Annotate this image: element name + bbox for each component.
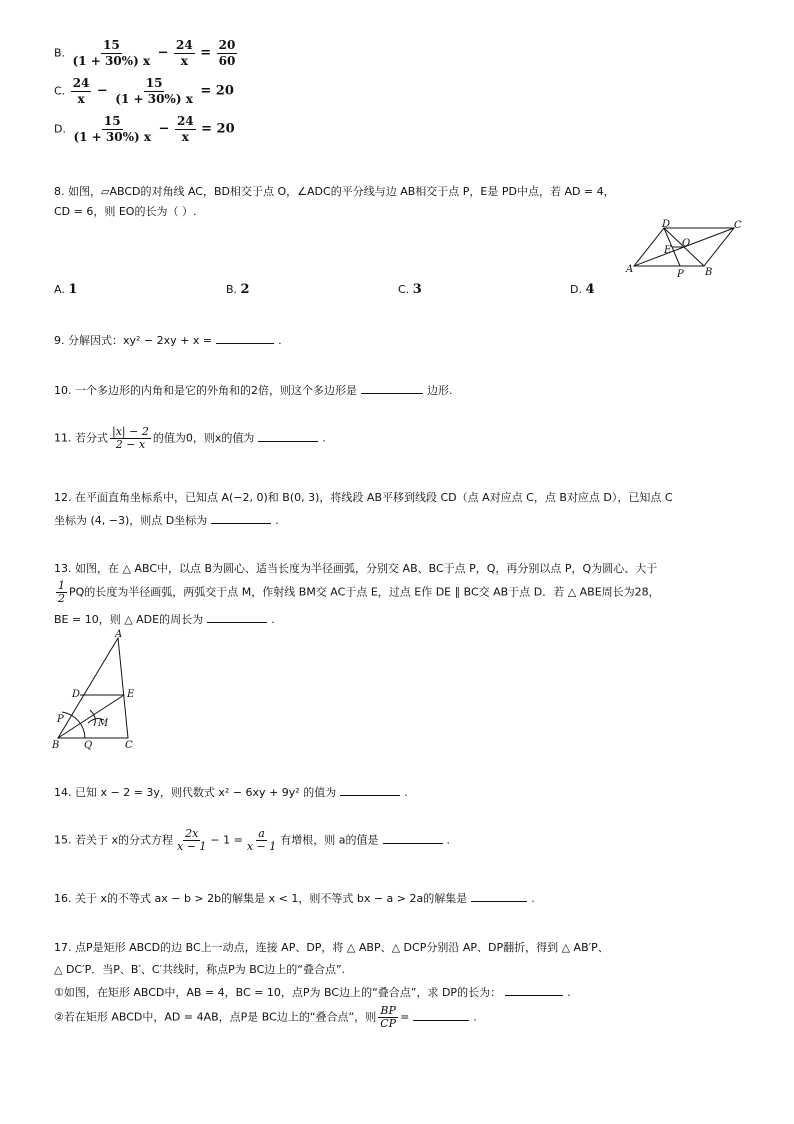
fraction: $\frac{15}{(1 + 30\%) x}$ xyxy=(72,38,151,68)
answer-blank[interactable] xyxy=(211,513,271,524)
label-a: A xyxy=(626,264,634,275)
q8-parallelogram-figure xyxy=(622,218,752,280)
q7-option-d: D. $\frac{15}{(1 + 30\%) x}$ − $\frac{24}{x}$ = 20 xyxy=(54,114,235,144)
q8-line1: 8. 如图，▱ABCD的对角线 AC，BD相交于点 O，∠ADC的平分线与边 AB相交于点 P，E是 PD中点，若 AD = 4， xyxy=(54,185,615,198)
answer-blank[interactable] xyxy=(471,891,527,902)
ray-bm xyxy=(58,695,124,738)
q8-option-b: B. 2 xyxy=(226,282,250,297)
label-p: P xyxy=(677,269,684,280)
q9-question: 9. 分解因式：xy² − 2xy + x = . xyxy=(54,334,282,347)
answer-blank[interactable] xyxy=(207,612,267,623)
q11-question: 11. 若分式 $\frac{|x| - 2}{2 - x}$ 的值为0，则x的值为 . xyxy=(54,425,326,451)
q13-line1: 13. 如图，在 △ ABC中，以点 B为圆心、适当长度为半径画弧，分别交 AB、BC于点 P，Q，再分别以点 P，Q为圆心、大于 xyxy=(54,562,658,575)
q13-triangle-figure xyxy=(48,628,148,753)
option-label: B. xyxy=(54,46,66,60)
fraction: $\frac{20}{60}$ xyxy=(218,38,236,68)
q15-question: 15. 若关于 x的分式方程 $\frac{2x}{x - 1}$ − 1 = $\frac{a}{x - 1}$ 有增根，则 a的值是 . xyxy=(54,827,451,853)
fraction: $\frac{BP}{CP}$ xyxy=(380,1004,397,1030)
q12-line1: 12. 在平面直角坐标系中，已知点 A(−2, 0)和 B(0, 3)，将线段 AB平移到线段 CD（点 A对应点 C，点 B对应点 D），已知点 C xyxy=(54,491,673,504)
q14-question: 14. 已知 x − 2 = 3y，则代数式 x² − 6xy + 9y² 的值为 . xyxy=(54,786,408,799)
label-m: M xyxy=(98,718,109,729)
q17-line1: 17. 点P是矩形 ABCD的边 BC上一动点，连接 AP、DP，将 △ ABP、△ DCP分别沿 AP、DP翻折，得到 △ AB′P、 xyxy=(54,941,609,954)
label-e: E xyxy=(664,245,672,256)
fraction-half: $\frac{1}{2}$ xyxy=(58,579,65,605)
label-p: P xyxy=(57,714,64,725)
answer-blank[interactable] xyxy=(340,785,400,796)
q17-line2: △ DC′P．当P、B′、C′共线时，称点P为 BC边上的“叠合点”. xyxy=(54,963,346,976)
fraction: $\frac{15}{(1 + 30\%) x}$ xyxy=(73,114,152,144)
label-b: B xyxy=(52,740,60,751)
q8-line2: CD = 6，则 EO的长为（ ）. xyxy=(54,205,197,218)
fraction: $\frac{24}{x}$ xyxy=(176,114,194,144)
q17-line3: ①如图，在矩形 ABCD中，AB = 4，BC = 10，点P为 BC边上的“叠合点”，求 DP的长为： . xyxy=(54,986,571,999)
q7-option-b: B. $\frac{15}{(1 + 30\%) x}$ − $\frac{24}{x}$ = $\frac{20}{60}$ xyxy=(54,38,236,68)
label-e: E xyxy=(127,689,135,700)
answer-blank[interactable] xyxy=(413,1010,469,1021)
label-c: C xyxy=(125,740,133,751)
q13-line2: $\frac{1}{2}$ PQ的长度为半径画弧，两弧交于点 M，作射线 BM交 AC于点 E，过点 E作 DE ∥ BC交 AB于点 D．若 △ ABE周长为28， xyxy=(58,579,660,605)
q7-option-c: C. $\frac{24}{x}$ − $\frac{15}{(1 + 30\%) x}$ = 20 xyxy=(54,76,234,106)
q13-line3: BE = 10，则 △ ADE的周长为 . xyxy=(54,613,275,626)
answer-blank[interactable] xyxy=(258,431,318,442)
label-b: B xyxy=(705,267,713,278)
answer-blank[interactable] xyxy=(361,383,423,394)
label-o: O xyxy=(682,238,691,249)
option-label: D. xyxy=(54,122,66,136)
label-c: C xyxy=(734,220,742,231)
fraction: $\frac{15}{(1 + 30\%) x}$ xyxy=(115,76,193,106)
q10-question: 10. 一个多边形的内角和是它的外角和的2倍，则这个多边形是 边形. xyxy=(54,384,453,397)
q12-line2: 坐标为 (4, −3)，则点 D坐标为 . xyxy=(54,514,279,527)
q8-option-a: A. 1 xyxy=(54,282,78,297)
fraction: $\frac{24}{x}$ xyxy=(176,38,193,68)
q8-option-c: C. 3 xyxy=(398,282,422,297)
fraction: $\frac{2x}{x - 1}$ xyxy=(177,827,207,853)
label-a: A xyxy=(115,629,123,640)
label-d: D xyxy=(72,689,81,700)
label-d: D xyxy=(662,219,671,230)
arc-m1 xyxy=(90,710,95,726)
triangle-abc xyxy=(58,638,128,738)
q8-option-d: D. 4 xyxy=(570,282,595,297)
q17-line4: ②若在矩形 ABCD中，AD = 4AB，点P是 BC边上的“叠合点”，则 $\frac{BP}{CP}$ = . xyxy=(54,1004,477,1030)
q16-question: 16. 关于 x的不等式 ax − b > 2b的解集是 x < 1，则不等式 bx − a > 2a的解集是 . xyxy=(54,892,535,905)
answer-blank[interactable] xyxy=(383,833,443,844)
option-label: C. xyxy=(54,84,66,98)
fraction: $\frac{|x| - 2}{2 - x}$ xyxy=(112,425,149,451)
fraction: $\frac{a}{x - 1}$ xyxy=(246,827,277,853)
answer-blank[interactable] xyxy=(505,985,563,996)
label-q: Q xyxy=(84,740,93,751)
answer-blank[interactable] xyxy=(216,333,274,344)
fraction: $\frac{24}{x}$ xyxy=(72,76,90,106)
